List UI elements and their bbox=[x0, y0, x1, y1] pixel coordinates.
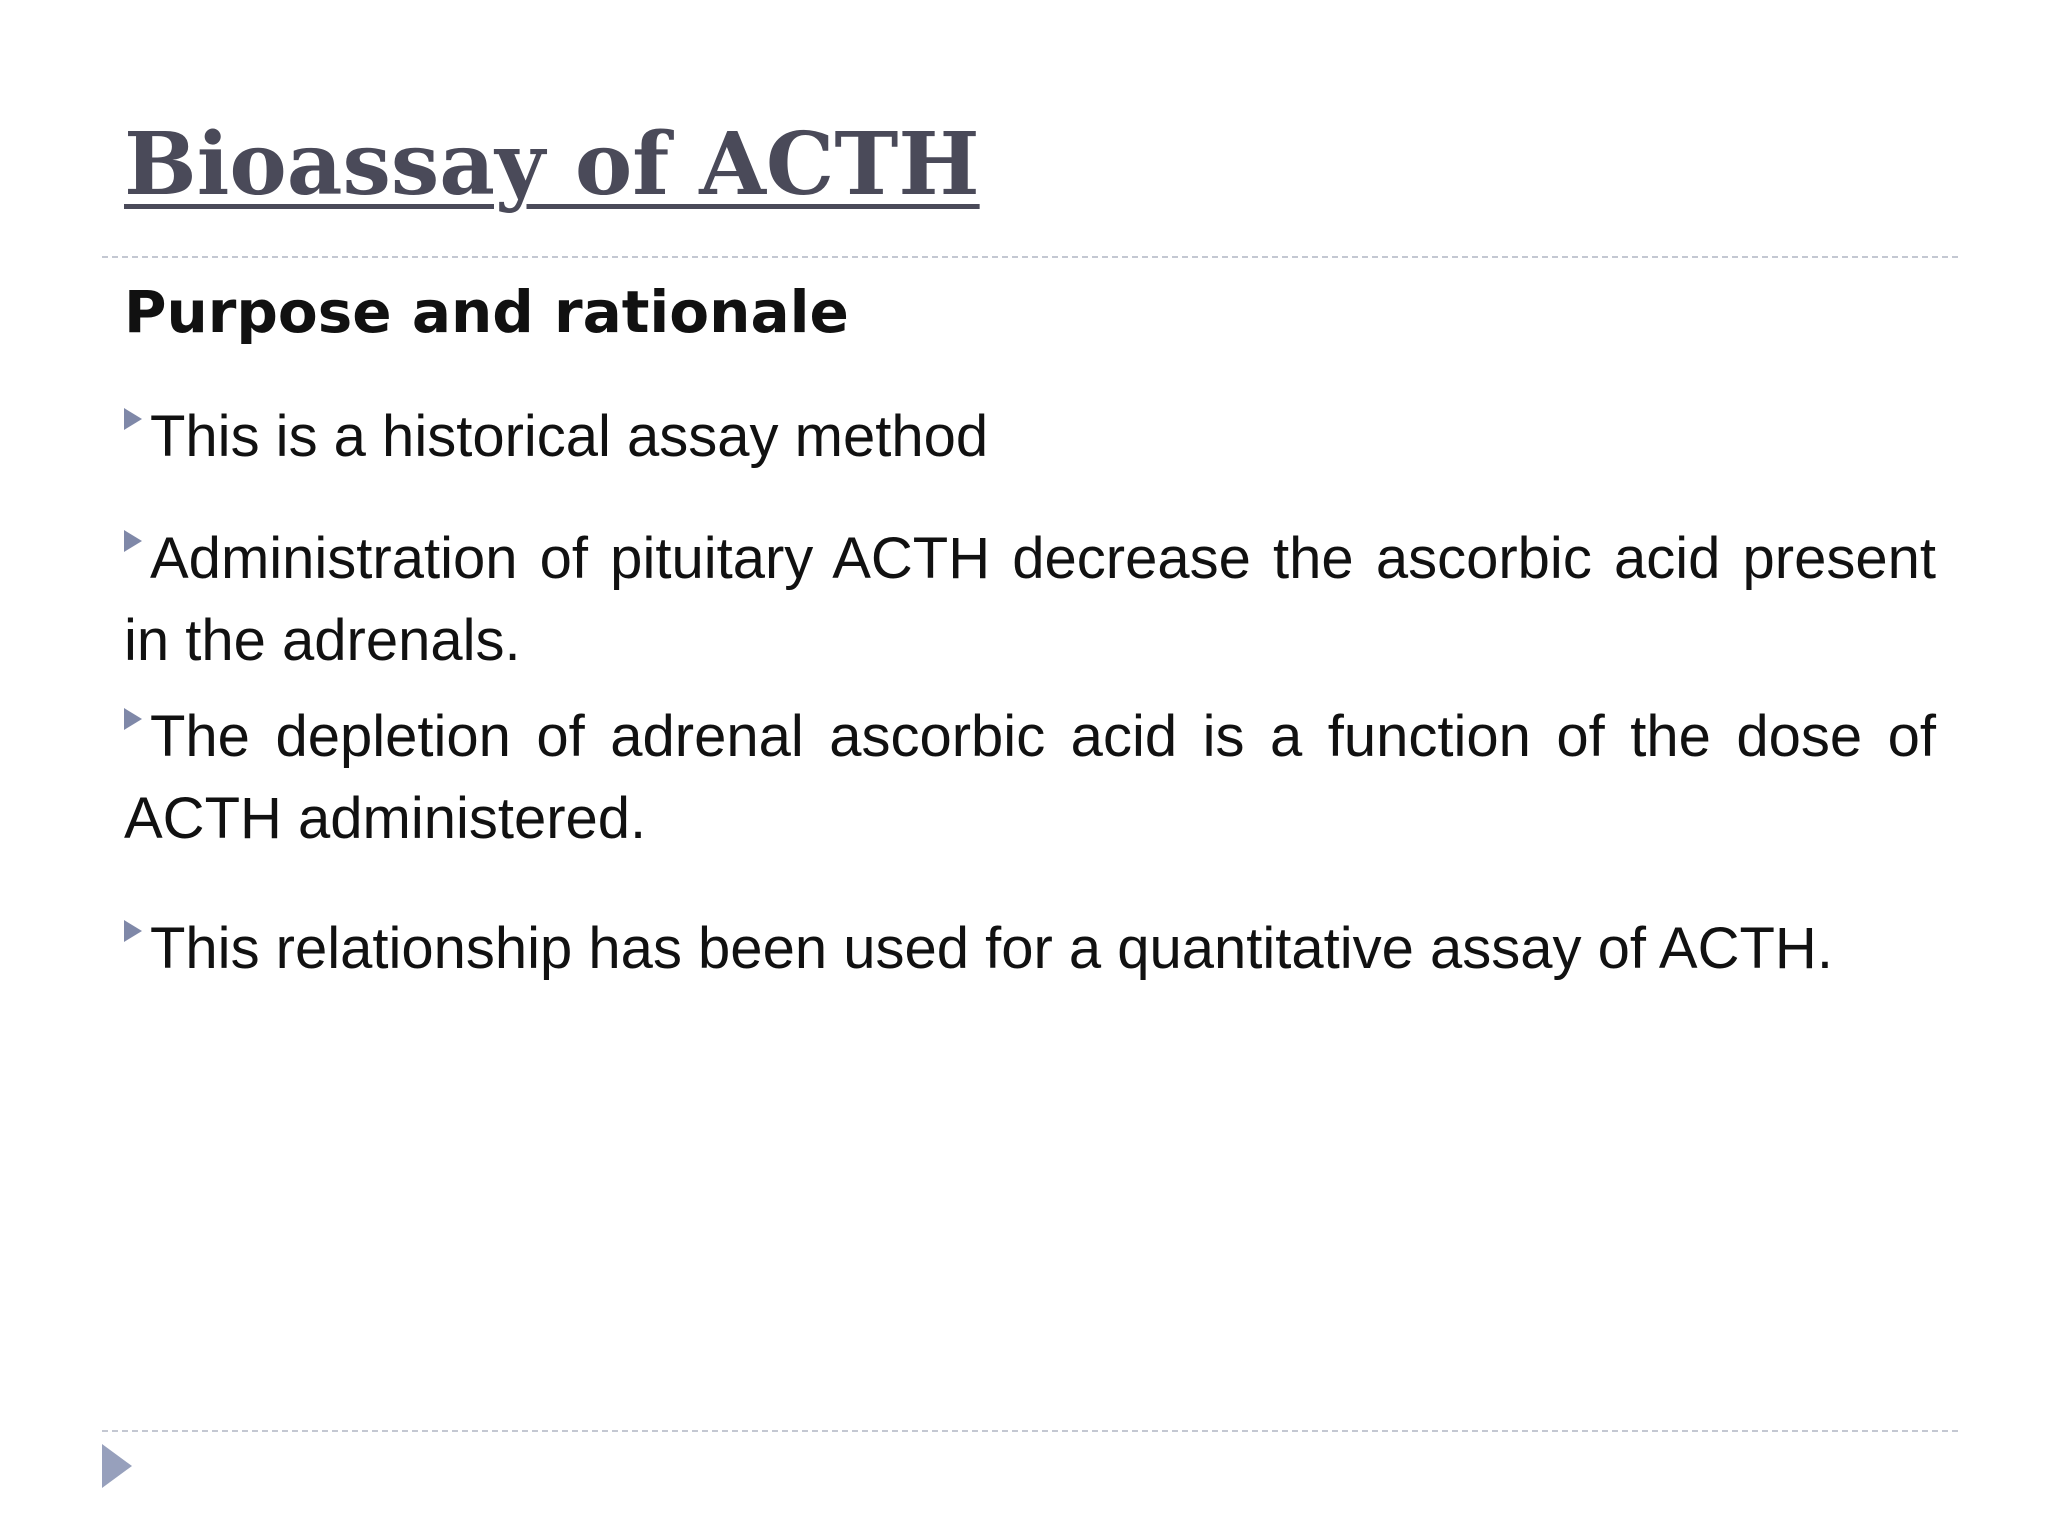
bullet-item-2 bbox=[124, 518, 1936, 682]
bullet-text-4: This relationship has been used for a quantitative assay of ACTH. bbox=[150, 915, 1833, 981]
slide-content bbox=[124, 278, 1936, 990]
triangle-bullet-icon bbox=[124, 408, 142, 430]
top-divider bbox=[102, 256, 1958, 258]
bullet-text-3: The depletion of adrenal ascorbic acid is a function of the dose of ACTH administered. bbox=[124, 703, 1936, 851]
slide-title: Bioassay of ACTH bbox=[124, 114, 980, 215]
slide-subtitle: Purpose and rationale bbox=[124, 278, 849, 346]
bullet-text-1: This is a historical assay method bbox=[150, 403, 989, 469]
play-triangle-icon bbox=[102, 1444, 132, 1488]
bullet-item-1 bbox=[124, 396, 1936, 478]
bullet-text-2: Administration of pituitary ACTH decrease the ascorbic acid present in the adrenals. bbox=[124, 525, 1936, 673]
bullet-item-4 bbox=[124, 908, 1936, 990]
triangle-bullet-icon bbox=[124, 530, 142, 552]
bottom-divider bbox=[102, 1430, 1958, 1432]
triangle-bullet-icon bbox=[124, 920, 142, 942]
triangle-bullet-icon bbox=[124, 708, 142, 730]
bullet-item-3 bbox=[124, 696, 1936, 860]
